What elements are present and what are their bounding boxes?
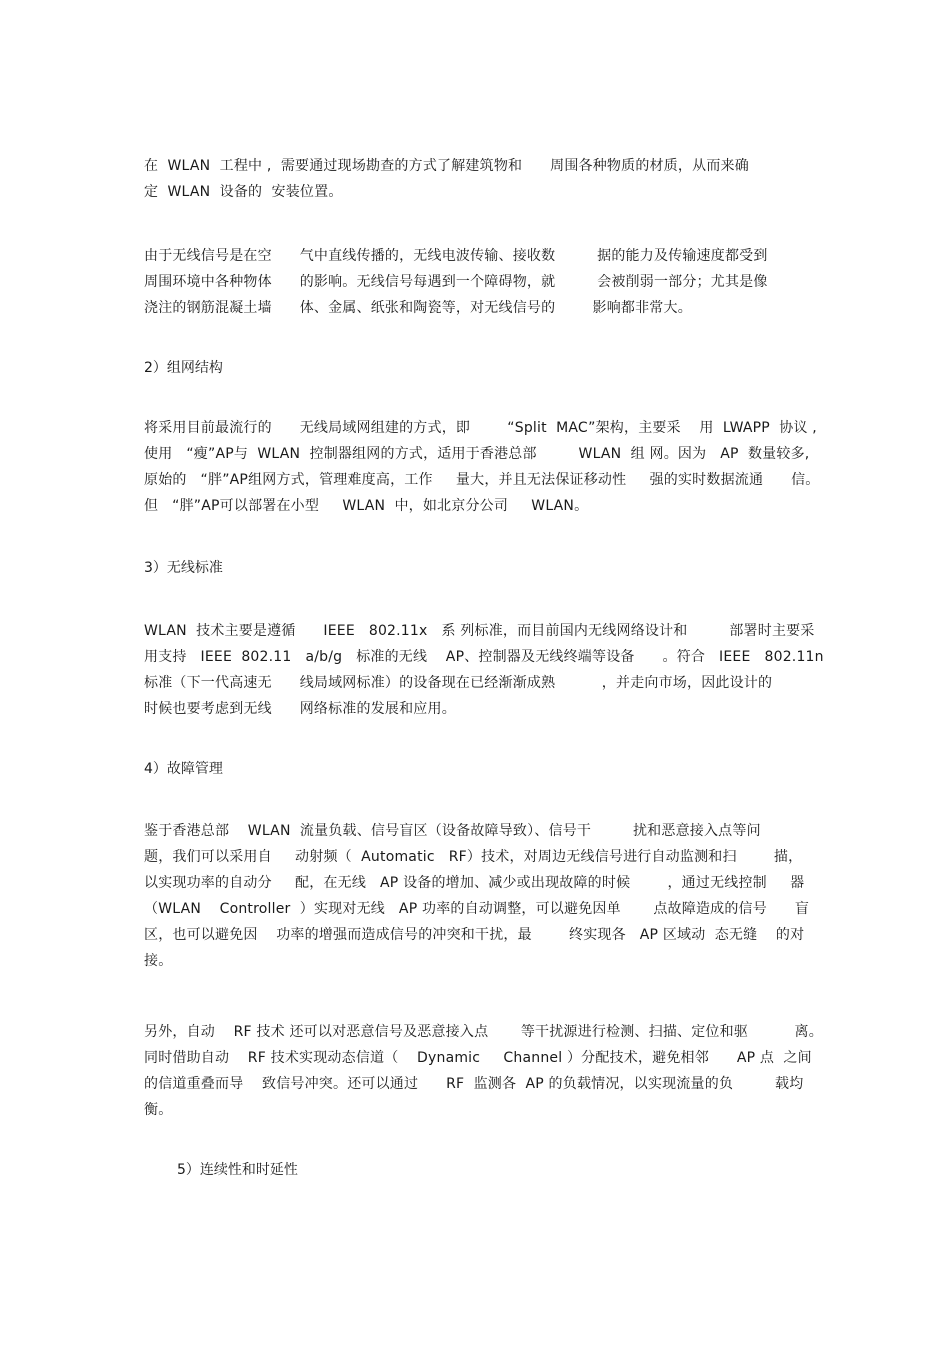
text-line: 用支持 IEEE 802.11 a/b/g 标准的无线 AP、控制器及无线终端等设备 。符合 IEEE 802.11n	[144, 649, 824, 665]
text-line: 题，我们可以采用自 动射频（ Automatic RF）技术，对周边无线信号进行自动监测和扫 描，	[144, 849, 803, 865]
text-line: （WLAN Controller ）实现对无线 AP 功率的自动调整，可以避免因单 点故障造成的信号 盲	[144, 901, 810, 917]
text-line: 原始的 “胖”AP组网方式，管理难度高，工作 量大，并且无法保证移动性 强的实时数据流通 信。	[144, 472, 820, 488]
text-line: 另外，自动 RF 技术 还可以对恶意信号及恶意接入点 等干扰源进行检测、扫描、定位和驱 离。	[144, 1024, 823, 1040]
text-line: 使用 “瘦”AP与 WLAN 控制器组网的方式，适用于香港总部 WLAN 组 网。因为 AP 数量较多,	[144, 446, 810, 462]
text-line: 区，也可以避免因 功率的增强而造成信号的冲突和干扰，最 终实现各 AP 区域动 态无缝 的对	[144, 927, 805, 943]
text-line: 将采用目前最流行的 无线局域网组建的方式，即 “Split MAC”架构，主要采 用 LWAPP 协议 ,	[144, 420, 817, 436]
text-line: 时候也要考虑到无线 网络标准的发展和应用。	[144, 701, 456, 717]
text-line: 同时借助自动 RF 技术实现动态信道（ Dynamic Channel ）分配技术，避免相邻 AP 点 之间	[144, 1050, 812, 1066]
paragraph-signal-propagation	[144, 243, 834, 321]
text-line: 鉴于香港总部 WLAN 流量负载、信号盲区（设备故障导致）、信号干 扰和恶意接入点等问	[144, 823, 761, 839]
text-line: 定 WLAN 设备的 安装位置。	[144, 184, 343, 200]
section-heading-fault-management: 4）故障管理	[144, 761, 223, 777]
paragraph-auto-rf	[144, 1019, 834, 1123]
section-heading-continuity-latency: 5）连续性和时延性	[177, 1162, 298, 1178]
text-line: 由于无线信号是在空 气中直线传播的，无线电波传输、接收数 据的能力及传输速度都受到	[144, 248, 768, 264]
text-line: WLAN 技术主要是遵循 IEEE 802.11x 系 列标准，而目前国内无线网络设计和 部署时主要采	[144, 623, 815, 639]
text-line: 的信道重叠而导 致信号冲突。还可以通过 RF 监测各 AP 的负载情况，以实现流量的负 载均	[144, 1076, 804, 1092]
text-line: 周围环境中各种物体 的影响。无线信号每遇到一个障碍物，就 会被削弱一部分；尤其是像	[144, 274, 768, 290]
section-heading-network-structure: 2）组网结构	[144, 360, 223, 376]
paragraph-network-structure	[144, 415, 834, 519]
text-line: 但 “胖”AP可以部署在小型 WLAN 中，如北京分公司 WLAN。	[144, 498, 589, 514]
text-line: 衡。	[144, 1102, 173, 1118]
paragraph-fault-management	[144, 818, 834, 974]
text-line: 在 WLAN 工程中 , 需要通过现场勘查的方式了解建筑物和 周围各种物质的材质，从而来确	[144, 158, 749, 174]
paragraph-site-survey	[144, 153, 834, 205]
text-line: 浇注的钢筋混凝土墙 体、金属、纸张和陶瓷等，对无线信号的 影响都非常大。	[144, 300, 692, 316]
text-line: 接。	[144, 953, 173, 969]
section-heading-wireless-standard: 3）无线标准	[144, 560, 223, 576]
text-line: 以实现功率的自动分 配，在无线 AP 设备的增加、减少或出现故障的时候 ，通过无线控制 器	[144, 875, 805, 891]
paragraph-wireless-standard	[144, 618, 834, 722]
text-line: 标准（下一代高速无 线局域网标准）的设备现在已经渐渐成熟 ，并走向市场，因此设计的	[144, 675, 773, 691]
